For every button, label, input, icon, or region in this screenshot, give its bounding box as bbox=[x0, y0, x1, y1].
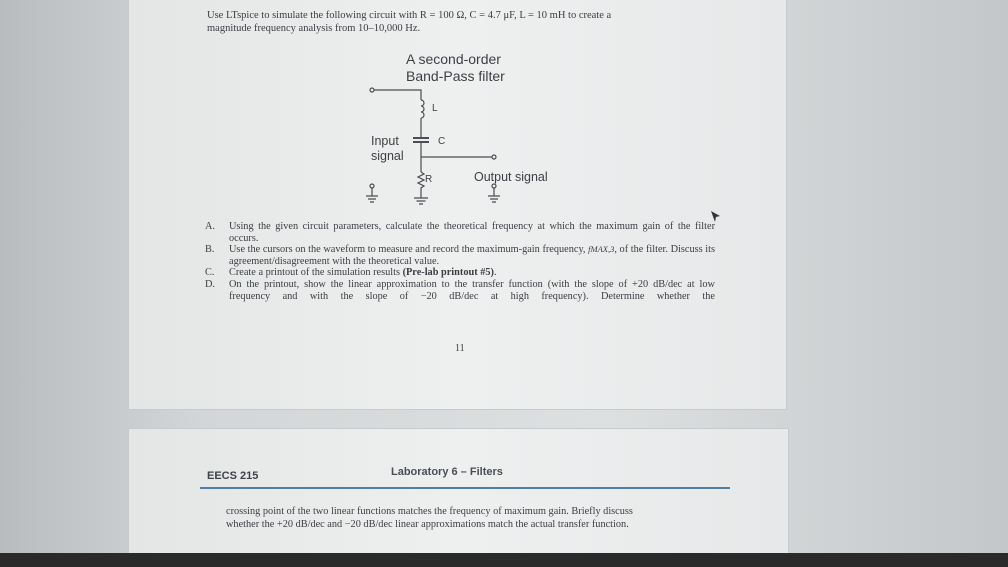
output-ground-symbol bbox=[488, 188, 500, 202]
figure-title-line-1: A second-order bbox=[406, 51, 501, 67]
header-rule bbox=[200, 487, 730, 489]
item-text bbox=[229, 267, 715, 279]
list-item-b bbox=[205, 244, 715, 267]
input-terminal bbox=[370, 88, 374, 92]
label-R: R bbox=[425, 174, 433, 185]
item-text-before: Use the cursors on the waveform to measure and record the maximum-gain frequency, bbox=[229, 244, 589, 255]
intro-line-2: magnitude frequency analysis from 10–10,000 Hz. bbox=[207, 23, 421, 34]
resistor-symbol bbox=[418, 172, 424, 198]
monitor-bezel bbox=[0, 553, 1008, 567]
printout-label: (Pre-lab printout #5) bbox=[402, 267, 494, 278]
document-page-12 bbox=[128, 428, 789, 560]
list-item-a bbox=[205, 221, 715, 244]
item-letter: B. bbox=[205, 244, 215, 255]
ground-symbol bbox=[414, 198, 428, 204]
list-item-c bbox=[205, 267, 715, 279]
output-signal-label: Output signal bbox=[474, 170, 548, 184]
item-letter: A. bbox=[205, 221, 216, 232]
output-terminal bbox=[492, 155, 496, 159]
capacitor-symbol bbox=[413, 138, 429, 142]
input-ground-symbol bbox=[366, 188, 378, 202]
input-signal-line-2: signal bbox=[371, 149, 404, 163]
item-text: Using the given circuit parameters, calculate the theoretical frequency at which the maximum gain of the filter occurs. bbox=[229, 221, 715, 244]
header-lab-title: Laboratory 6 – Filters bbox=[391, 466, 503, 478]
continued-line-1: crossing point of the two linear functions matches the frequency of maximum gain. Briefly discuss bbox=[226, 506, 633, 517]
label-L: L bbox=[432, 103, 438, 114]
item-text: On the printout, show the linear approximation to the transfer function (with the slope of +20 dB/dec at low frequency and with the slope of −20 dB/dec at high frequency). Determine whether the bbox=[229, 279, 715, 302]
item-text bbox=[229, 244, 715, 267]
item-text-after: , of the filter. Discuss its agreement/disagreement with the theoretical value. bbox=[229, 244, 715, 267]
intro-line-1: Use LTspice to simulate the following circuit with R = 100 Ω, C = 4.7 μF, L = 10 mH to create a bbox=[207, 10, 612, 21]
fmax-symbol: fMAX,3 bbox=[588, 244, 615, 254]
figure-title-line-2: Band-Pass filter bbox=[406, 68, 505, 84]
header-course: EECS 215 bbox=[207, 470, 259, 482]
page-number: 11 bbox=[455, 343, 465, 354]
item-letter: C. bbox=[205, 267, 215, 278]
item-text-before: Create a printout of the simulation results bbox=[229, 267, 403, 278]
label-C: C bbox=[438, 136, 446, 147]
list-item-d bbox=[205, 279, 715, 302]
mouse-cursor-icon bbox=[710, 210, 722, 224]
continued-line-2: whether the +20 dB/dec and −20 dB/dec linear approximations match the actual transfer function. bbox=[226, 519, 629, 530]
inductor-symbol bbox=[421, 100, 424, 118]
item-letter: D. bbox=[205, 279, 216, 290]
item-text-after: . bbox=[493, 267, 497, 278]
input-signal-line-1: Input bbox=[371, 134, 399, 148]
